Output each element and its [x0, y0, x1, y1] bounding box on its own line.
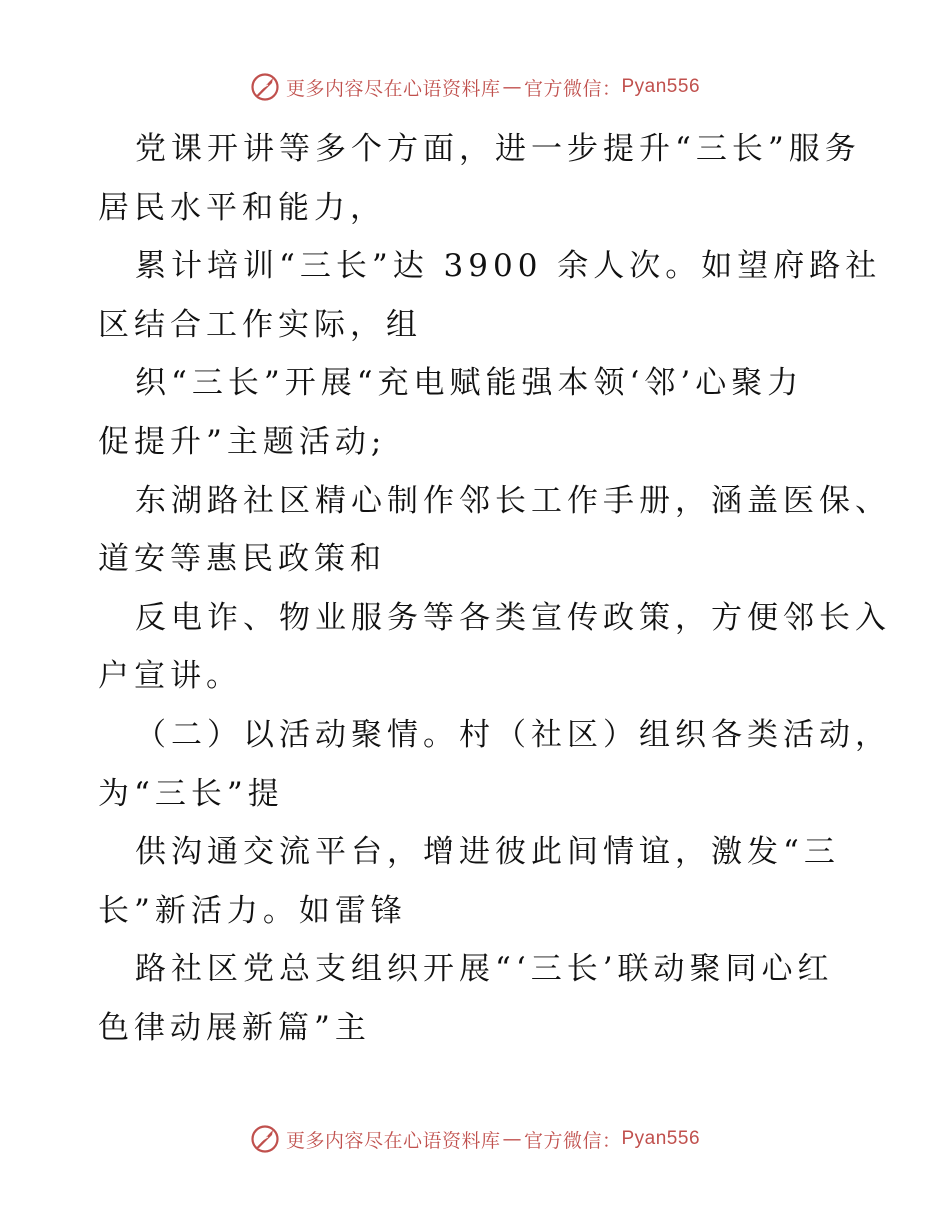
- watermark-label: 官方微信：: [523, 1129, 622, 1152]
- text-line: 东湖路社区精心制作邻长工作手册，涵盖医保、: [135, 482, 891, 519]
- watermark-site-text: 更多内容尽在心语资料库: [285, 1129, 501, 1152]
- text-line: 区结合工作实际，组: [98, 306, 422, 343]
- text-line: 为“三长”提: [98, 775, 284, 812]
- text-line: 长”新活力。如雷锋: [98, 892, 407, 929]
- text-line: 道安等惠民政策和: [98, 541, 386, 578]
- quill-logo-icon: [250, 1124, 280, 1154]
- watermark-account: Pyan556: [621, 76, 701, 97]
- text-line: 累计培训“三长”达 3900 余人次。如望府路社: [135, 248, 882, 285]
- watermark-separator: —: [502, 76, 522, 98]
- watermark-label: 官方微信：: [523, 77, 622, 100]
- text-line: 反电诈、物业服务等各类宣传政策，方便邻长入: [135, 599, 891, 636]
- text-line: 路社区党总支组织开展“‘三长’联动聚同心红: [135, 951, 834, 988]
- watermark-separator: —: [502, 1128, 522, 1150]
- text-line: （二）以活动聚情。村（社区）组织各类活动，: [135, 716, 891, 753]
- text-line: 户宣讲。: [98, 658, 242, 695]
- footer-watermark: [0, 1124, 950, 1154]
- text-line: 促提升”主题活动;: [98, 423, 387, 460]
- document-body: [98, 120, 891, 1058]
- text-line: 供沟通交流平台，增进彼此间情谊，激发“三: [135, 834, 840, 871]
- text-line: 色律动展新篇”主: [98, 1009, 371, 1046]
- watermark-site-text: 更多内容尽在心语资料库: [285, 77, 501, 100]
- text-line: 党课开讲等多个方面，进一步提升“三长”服务: [135, 131, 861, 167]
- text-line: 居民水平和能力，: [98, 189, 386, 226]
- quill-logo-icon: [250, 72, 280, 102]
- watermark-account: Pyan556: [621, 1128, 701, 1149]
- text-line: 织“三长”开展“充电赋能强本领‘邻’心聚力: [135, 365, 804, 402]
- header-watermark: [0, 72, 950, 102]
